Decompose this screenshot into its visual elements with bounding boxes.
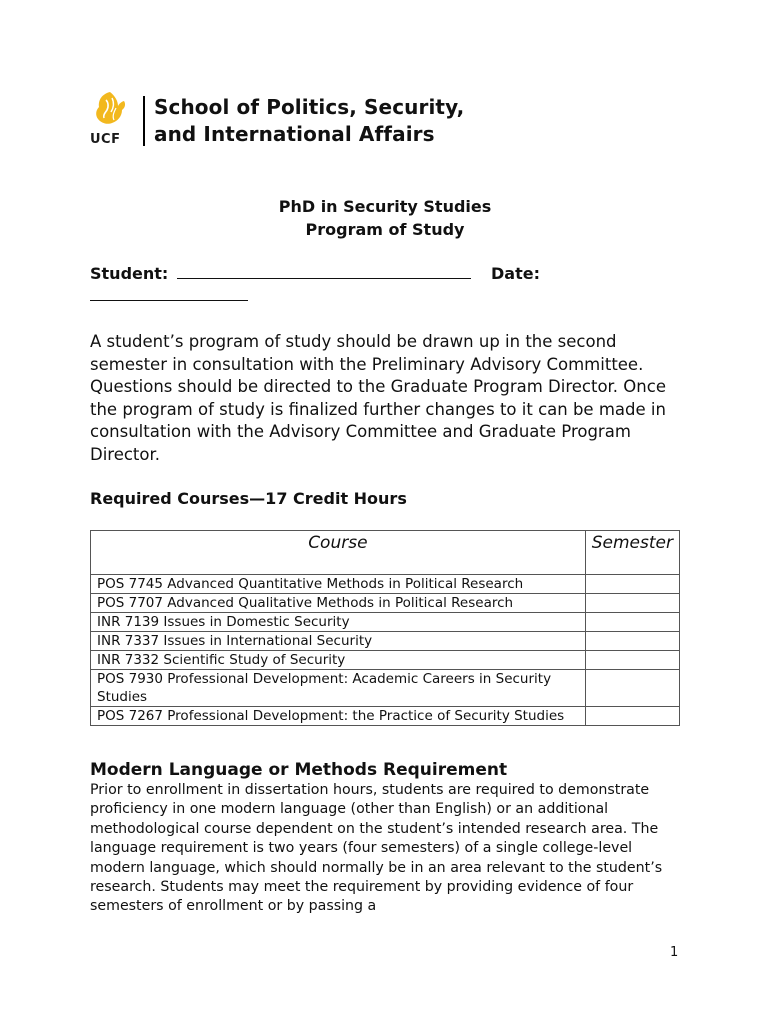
required-courses-table [90,530,680,726]
language-requirement-paragraph: Prior to enrollment in dissertation hours, students are required to demonstrate proficiency in one modern language (other than English) or an additional methodological course dependent on the student’s intended research area. The language requirement is two years (four semesters) of a single college-level modern language, which should normally be in an area relevant to the student’s research. Students may meet the requirement by providing evidence of four semesters of enrollment or by passing a [90,782,663,915]
document-title [0,195,770,241]
course-cell: POS 7707 Advanced Qualitative Methods in Political Research [91,594,586,613]
intro-paragraph: A student’s program of study should be drawn up in the second semester in consultation with the Preliminary Advisory Committee. Questions should be directed to the Graduate Program Director. Once the program of study is finalized further changes to it can be made in consultation with the Advisory Committee and Graduate Program Director. [90,332,666,464]
course-cell: POS 7745 Advanced Quantitative Methods in Political Research [91,575,586,594]
table-row [91,575,680,594]
student-name-blank[interactable] [177,262,471,279]
student-date-line [90,262,690,285]
semester-cell[interactable] [585,613,679,632]
semester-cell[interactable] [585,707,679,726]
header [90,90,550,150]
pegasus-icon [92,90,128,128]
column-header-semester: Semester [585,531,679,575]
semester-cell[interactable] [585,594,679,613]
header-divider [143,96,145,146]
required-courses-heading: Required Courses—17 Credit Hours [90,489,407,508]
language-requirement-heading: Modern Language or Methods Requirement [90,760,508,780]
table-row [91,670,680,707]
semester-cell[interactable] [585,651,679,670]
ucf-logo [90,90,130,150]
date-blank[interactable] [90,300,248,301]
date-label: Date: [491,264,540,283]
semester-cell[interactable] [585,632,679,651]
table-row [91,594,680,613]
course-cell: INR 7337 Issues in International Security [91,632,586,651]
semester-cell[interactable] [585,670,679,707]
course-cell: INR 7139 Issues in Domestic Security [91,613,586,632]
logo-wordmark: UCF [90,132,121,147]
table-row [91,651,680,670]
course-cell: POS 7267 Professional Development: the Practice of Security Studies [91,707,586,726]
course-cell: POS 7930 Professional Development: Academic Careers in Security Studies [91,670,586,707]
title-line-2: Program of Study [305,220,465,239]
page-number: 1 [670,945,679,960]
school-name [154,94,464,148]
table-row [91,632,680,651]
course-cell: INR 7332 Scientific Study of Security [91,651,586,670]
table-row [91,613,680,632]
title-line-1: PhD in Security Studies [278,197,492,216]
semester-cell[interactable] [585,575,679,594]
table-row [91,707,680,726]
table-header-row [91,531,680,575]
column-header-course: Course [91,531,586,575]
student-label: Student: [90,264,169,283]
school-name-line-2: and International Affairs [154,122,435,146]
school-name-line-1: School of Politics, Security, [154,95,465,119]
